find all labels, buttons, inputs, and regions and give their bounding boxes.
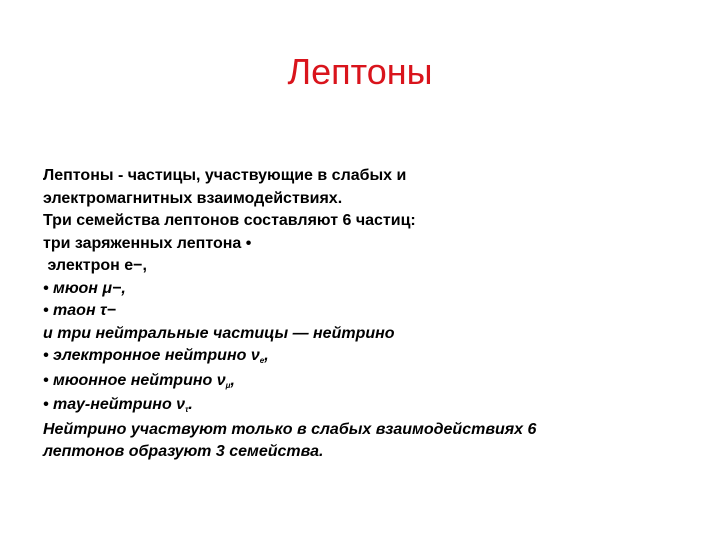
slide-body: [43, 165, 683, 464]
body-line-1: Лептоны - частицы, участвующие в слабых и: [43, 167, 407, 184]
body-line-10-subscript: μ: [225, 380, 231, 390]
body-line-12: Нейтрино участвуют только в слабых взаимодействиях 6: [43, 420, 537, 438]
body-line-9-subscript: e: [259, 356, 265, 365]
body-line-3: Три семейства лептонов составляют 6 частиц:: [43, 212, 416, 229]
body-line-13: лептонов образуют 3 семейства.: [43, 443, 324, 460]
body-line-4: три заряженных лептона •: [43, 234, 252, 252]
body-line-2: электромагнитных взаимодействиях.: [43, 189, 343, 207]
slide-title: Лептоны: [287, 51, 433, 92]
body-line-5: электрон e−,: [43, 257, 147, 274]
body-line-8: и три нейтральные частицы — нейтрино: [43, 324, 395, 342]
body-line-9: [43, 345, 683, 370]
body-line-9-tail: ,: [264, 347, 269, 364]
body-line-6: • мюон μ−,: [43, 279, 126, 297]
body-line-11-text: • тау-нейтрино ν: [43, 396, 186, 413]
body-line-10: [43, 370, 683, 395]
body-line-11-subscript: τ: [185, 405, 189, 414]
body-line-10-text: • мюонное нейтрино ν: [43, 371, 226, 389]
body-line-11-tail: .: [188, 396, 193, 413]
body-line-9-text: • электронное нейтрино ν: [43, 347, 260, 364]
body-line-10-tail: ,: [230, 371, 235, 389]
body-line-11: [43, 394, 683, 419]
body-line-7: • таон τ−: [43, 302, 116, 319]
